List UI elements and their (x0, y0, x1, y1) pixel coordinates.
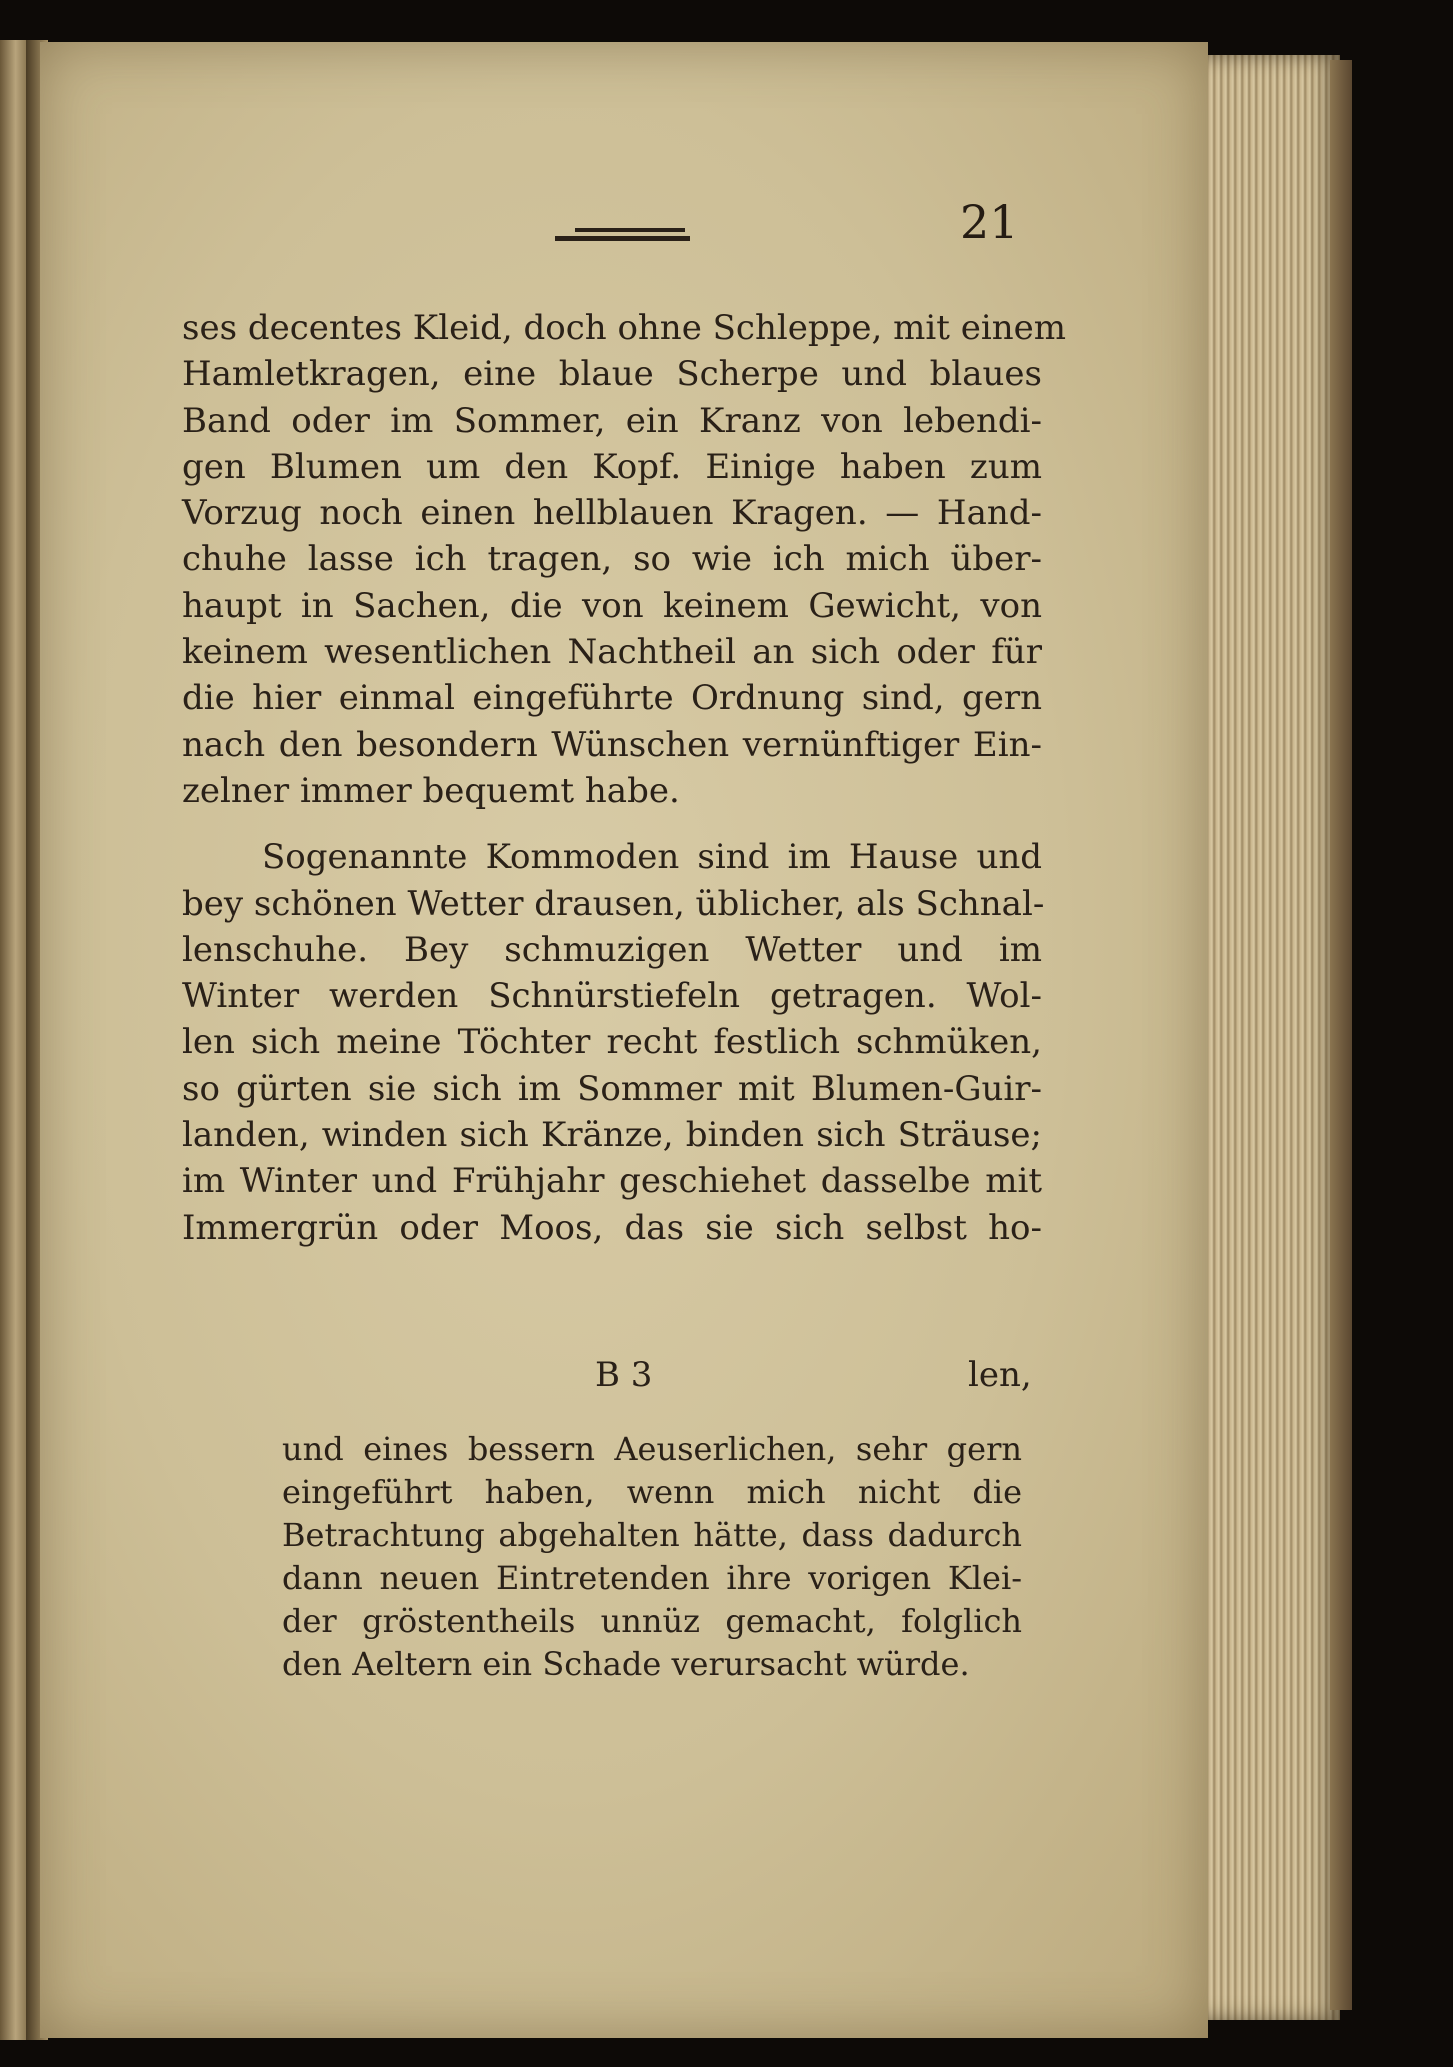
text-line: Winter werden Schnürstiefeln getragen. Wol- (182, 976, 1042, 1017)
text-line: Band oder im Sommer, ein Kranz von lebendi- (182, 400, 1042, 441)
text-line: Immergrün oder Moos, das sie sich selbst ho- (182, 1207, 1042, 1248)
text-line: Vorzug noch einen hellblauen Kragen. — Hand- (182, 493, 1042, 534)
text-line: ses decentes Kleid, doch ohne Schleppe, mit einem (182, 308, 1066, 348)
text-line: so gürten sie sich im Sommer mit Blumen-Guir- (182, 1068, 1042, 1109)
text-line: zelner immer bequemt habe. (182, 770, 680, 811)
text-line: lenschuhe. Bey schmuzigen Wetter und im (182, 929, 1042, 970)
page-number: 21 (960, 195, 1019, 249)
text-line: Sogenannte Kommoden sind im Hause und (262, 837, 1042, 878)
text-line: Hamletkragen, eine blaue Scherpe und blaues (182, 354, 1042, 395)
text-line: keinem wesentlichen Nachtheil an sich oder für (182, 632, 1042, 673)
slip-line: und eines bessern Aeuserlichen, sehr gern (282, 1430, 1022, 1468)
text-line: haupt in Sachen, die von keinem Gewicht, von (182, 585, 1042, 626)
slip-line: eingeführt haben, wenn mich nicht die (282, 1473, 1022, 1511)
slip-line: Betrachtung abgehalten hätte, dass dadurch (282, 1516, 1022, 1554)
text-line: chuhe lasse ich tragen, so wie ich mich über- (182, 539, 1042, 580)
left-page-edge (0, 40, 26, 2040)
header-rule (555, 228, 690, 242)
text-line: bey schönen Wetter drausen, üblicher, als Schnal- (182, 883, 1045, 924)
text-line: im Winter und Frühjahr geschiehet dasselbe mit (182, 1161, 1042, 1202)
main-text (182, 305, 1066, 1251)
slip-line: der gröstentheils unnüz gemacht, folglich (282, 1602, 1022, 1640)
text-line: len sich meine Töchter recht festlich schmüken, (182, 1022, 1042, 1063)
text-line: gen Blumen um den Kopf. Einige haben zum (182, 446, 1042, 487)
text-line: nach den besondern Wünschen vernünftiger Ein- (182, 724, 1042, 765)
signature-mark: B 3 (595, 1355, 653, 1395)
pasted-slip-text (282, 1428, 1022, 1686)
text-line: die hier einmal eingeführte Ordnung sind, gern (182, 678, 1042, 719)
cover-edge (1330, 60, 1352, 2010)
slip-line: den Aeltern ein Schade verursacht würde. (282, 1645, 970, 1683)
catchword: len, (968, 1355, 1032, 1395)
text-line: landen, winden sich Kränze, binden sich Sträuse; (182, 1115, 1042, 1156)
slip-line: dann neuen Eintretenden ihre vorigen Klei- (282, 1559, 1022, 1597)
page-edges (1195, 55, 1340, 2020)
